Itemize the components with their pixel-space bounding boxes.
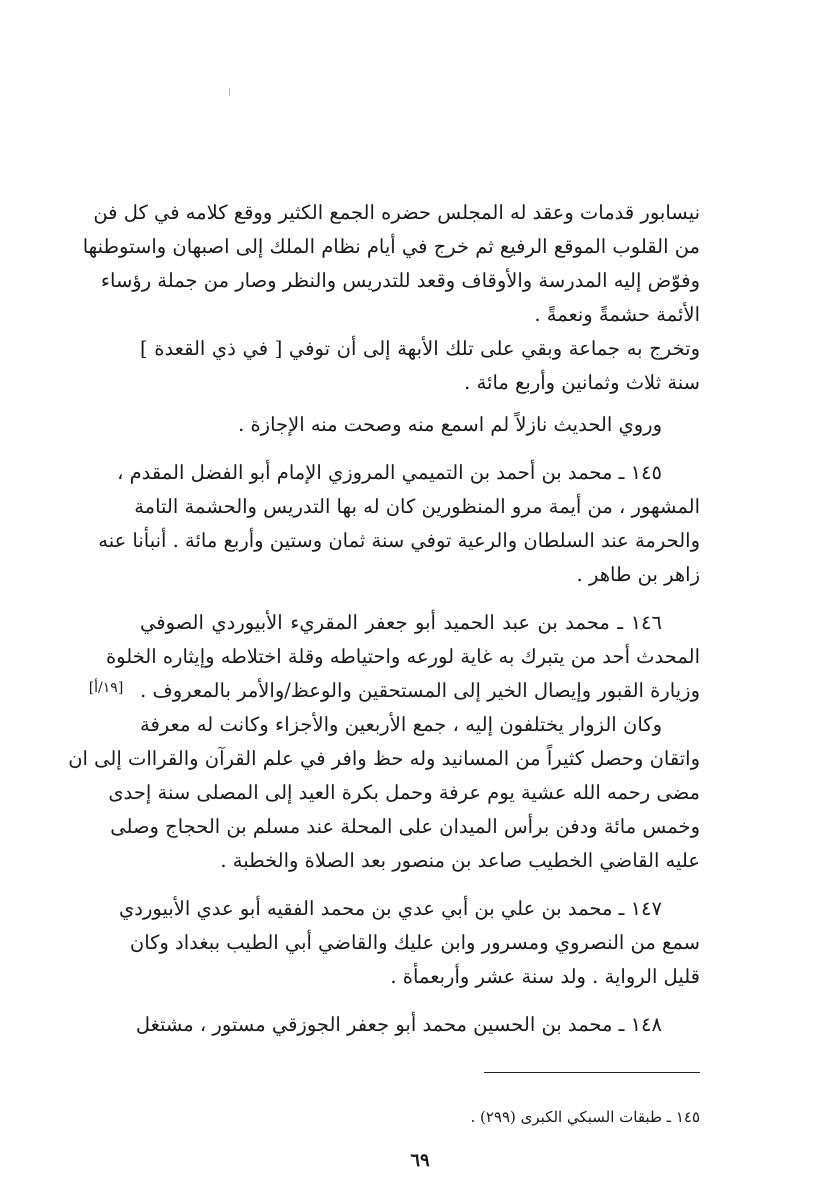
paragraph xyxy=(68,708,700,878)
text-line: وروي الحديث نازلاً لم اسمع منه وصحت منه الإجازة . xyxy=(238,413,662,436)
text-line: عليه القاضي الخطيب صاعد بن منصور بعد الصلاة والخطبة . xyxy=(220,849,700,872)
text-line: المحدث أحد من يتبرك به غاية لورعه واحتياطه وقلة اختلاطه وإيثاره الخلوة xyxy=(105,645,700,668)
text-line: سمع من النصروي ومسرور وابن عليك والقاضي أبي الطيب ببغداد وكان xyxy=(129,931,700,954)
paragraph xyxy=(140,408,700,442)
text-line: ١٤٥ ـ محمد بن أحمد بن التميمي المروزي الإمام أبو الفضل المقدم ، xyxy=(117,461,662,484)
entry-148 xyxy=(135,1008,700,1042)
entry-147 xyxy=(119,892,700,994)
text-line: زاهر بن طاهر . xyxy=(576,563,700,586)
page-number: ٦٩ xyxy=(410,1150,430,1171)
text-line: ١٤٧ ـ محمد بن علي بن أبي عدي بن محمد الفقيه أبو عدي الأبيوردي xyxy=(119,897,662,920)
text-line: نيسابور قدمات وعقد له المجلس حضره الجمع الكثير ووقع كلامه في كل فن xyxy=(93,201,700,224)
text-line: وتخرج به جماعة وبقي على تلك الأبهة إلى أن توفي [ في ذي القعدة ] xyxy=(140,337,700,360)
text-line: والحرمة عند السلطان والرعية توفي سنة ثمان وستين وأربع مائة . أنبأنا عنه xyxy=(98,529,700,552)
text-line: وفوّض إليه المدرسة والأوقاف وقعد للتدريس والنظر وصار من جملة رؤساء xyxy=(100,269,700,292)
text-line: واتقان وحصل كثيراً من المسانيد وله حظ وافر في علم القرآن والقراات إلى ان xyxy=(68,747,700,770)
manuscript-folio-note: [١٩/أ] xyxy=(88,680,124,696)
paragraph xyxy=(82,196,700,332)
text-line: ١٤٦ ـ محمد بن عبد الحميد أبو جعفر المقريء الأبيوردي الصوفي xyxy=(140,611,662,634)
text-line: وخمس مائة ودفن برأس الميدان على المحلة عند مسلم بن الحجاج وصلى xyxy=(110,815,700,838)
text-line: مضى رحمه الله عشية يوم عرفة وحمل بكرة العيد إلى المصلى سنة إحدى xyxy=(108,781,700,804)
entry-145 xyxy=(98,456,700,592)
text-line: وكان الزوار يختلفون إليه ، جمع الأربعين والأجزاء وكانت له معرفة xyxy=(140,713,662,736)
text-line: سنة ثلاث وثمانين وأربع مائة . xyxy=(464,371,700,394)
text-line: الأئمة حشمةً ونعمةً . xyxy=(534,303,700,326)
text-line: وزيارة القبور وإيصال الخير إلى المستحقين والوعظ/والأمر بالمعروف . xyxy=(140,679,700,702)
scan-mark xyxy=(229,88,230,96)
text-line: ١٤٨ ـ محمد بن الحسين محمد أبو جعفر الجوزقي مستور ، مشتغل xyxy=(135,1013,662,1036)
footnote-divider xyxy=(484,1072,700,1073)
text-line: قليل الرواية . ولد سنة عشر وأربعمأة . xyxy=(390,965,700,988)
text-line: المشهور ، من أيمة مرو المنظورين كان له بها التدريس والحشمة التامة xyxy=(134,495,700,518)
paragraph xyxy=(140,332,700,400)
text-line: من القلوب الموقع الرفيع ثم خرج في أيام نظام الملك إلى اصبهان واستوطنها xyxy=(82,235,700,258)
footnote: ١٤٥ ـ طبقات السبكي الكبرى (٢٩٩) . xyxy=(470,1108,700,1126)
